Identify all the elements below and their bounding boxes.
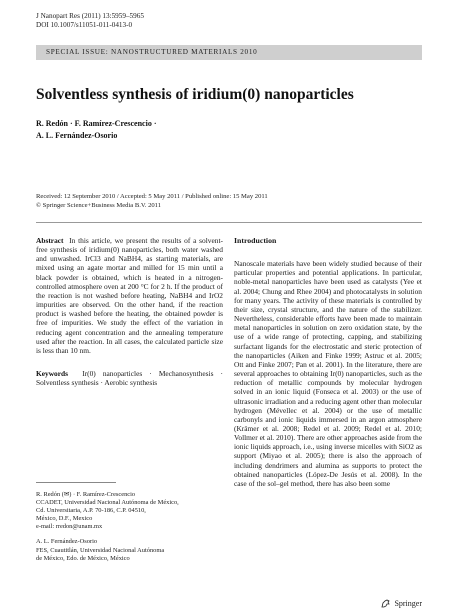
journal-citation bbox=[36, 12, 144, 30]
affiliation-line: R. Redón (✉) · F. Ramírez-Crescencio bbox=[36, 491, 136, 498]
affiliation-line: A. L. Fernández-Osorio bbox=[36, 538, 98, 546]
header-divider bbox=[36, 222, 422, 223]
keywords-label: Keywords bbox=[36, 369, 69, 379]
publisher-name: Springer bbox=[394, 599, 422, 608]
publication-dates bbox=[36, 193, 426, 210]
left-column bbox=[36, 236, 223, 387]
journal-doi: DOI 10.1007/s11051-011-0413-0 bbox=[36, 21, 133, 29]
special-issue-label: SPECIAL ISSUE: NANOSTRUCTURED MATERIALS 2010 bbox=[46, 48, 258, 56]
authors-line-1: R. Redón · F. Ramírez-Crescencio · bbox=[36, 119, 157, 128]
abstract-paragraph bbox=[36, 236, 223, 355]
introduction-text: Nanoscale materials have been widely studied because of their particular properties and potential applications. In particular, noble-metal nanoparticles have been used as catalysts (Yee et al. 2004; Chung and Rhee 2004) and photocatalysts in solution for many years. The activity of these materials is controlled by their size, crystal structure, and the nature of the stabilizer. Nevertheless, considerable efforts have been made to maintain metal nanoparticles in solution on zero oxidation state, by the use of a wide range of protecting, capping, and stabilizing surfactant ligands for the electrostatic and steric protection of the nanoparticles (Aiken and Finke 1999; Astruc et al. 2005; Ott and Finke 2007; Pan et al. 2001). In the literature, there are several approaches to obtaining Ir(0) nanoparticles, such as the reduction of metallic compounds by molecular hydrogen solved in an ionic liquid (Fonseca et al. 2003) or the use of ultrasonic irradiation and a reducing agent other than molecular hydrogen (Mévellec et al. 2004) or the use of metallic carbonyls and ionic liquids immersed in an argon atmosphere (Krämer et al. 2008; Redel et al. 2009; Redel et al. 2010; Vollmer et al. 2010). There are other approaches aside from the ionic liquids approach, i.e., using inverse micelles with SiO2 as support (Miyao et al. 2005); there is also the approach of including dendrimers and alumina as supports to protect the obtained nanoparticles (López-De Jesús et al. 2008). In the case of the sol–gel method, there has also been some bbox=[234, 259, 422, 488]
abstract-text: In this article, we present the results of a solvent-free synthesis of iridium(0) nanoparticles, both water washed and unwashed. IrCl3 and NaBH4, as starting materials, are mixed using an agate mortar and milled for 15 min until a black powder is obtained, which is heated in a nitrogen-controlled atmosphere oven at 200 °C for 2 h. If the product of the reaction is not washed before heating, NaBH4 and IrO2 impurities are observed. On the other hand, if the reaction product is washed before the heating, the obtained powder is free of impurities. We study the effect of the variation in reducing agent concentration and the annealing temperature used after the reaction. In all cases, the calculated particle size is less than 10 nm. bbox=[36, 236, 223, 355]
special-issue-banner bbox=[36, 45, 422, 60]
email-link[interactable]: e-mail: rredon@unam.mx bbox=[36, 523, 103, 531]
footnote-divider bbox=[36, 482, 116, 483]
author-affiliations bbox=[36, 491, 226, 563]
abstract-label: Abstract bbox=[36, 236, 64, 245]
affiliation-line: de México, Edo. de México, México bbox=[36, 554, 130, 562]
right-column bbox=[234, 236, 422, 488]
springer-horse-icon bbox=[380, 598, 391, 609]
affiliation-line: México, D.F., Mexico bbox=[36, 515, 93, 523]
introduction-heading: Introduction bbox=[234, 236, 277, 245]
article-title: Solventless synthesis of iridium(0) nanoparticles bbox=[36, 86, 354, 103]
authors-line-2: A. L. Fernández-Osorio bbox=[36, 131, 118, 140]
keywords-text: Ir(0) nanoparticles · Mechanosynthesis · Solventless synthesis · Aerobic synthesis bbox=[36, 369, 223, 388]
affiliation-line: FES, Cuautitlán, Universidad Nacional Autónoma bbox=[36, 546, 165, 554]
keywords-paragraph bbox=[36, 369, 223, 387]
publisher-logo bbox=[380, 598, 422, 609]
dates-line: Received: 12 September 2010 / Accepted: 5 May 2011 / Published online: 15 May 2011 bbox=[36, 193, 268, 200]
journal-volume-pages: J Nanopart Res (2011) 13:5959–5965 bbox=[36, 12, 144, 20]
affiliation-line: Cd. Universitaria, A.P. 70-186, C.P. 04510, bbox=[36, 507, 146, 515]
author-list bbox=[36, 118, 157, 142]
affiliation-line: CCADET, Universidad Nacional Autónoma de México, bbox=[36, 499, 179, 507]
copyright-line: © Springer Science+Business Media B.V. 2011 bbox=[36, 201, 162, 209]
